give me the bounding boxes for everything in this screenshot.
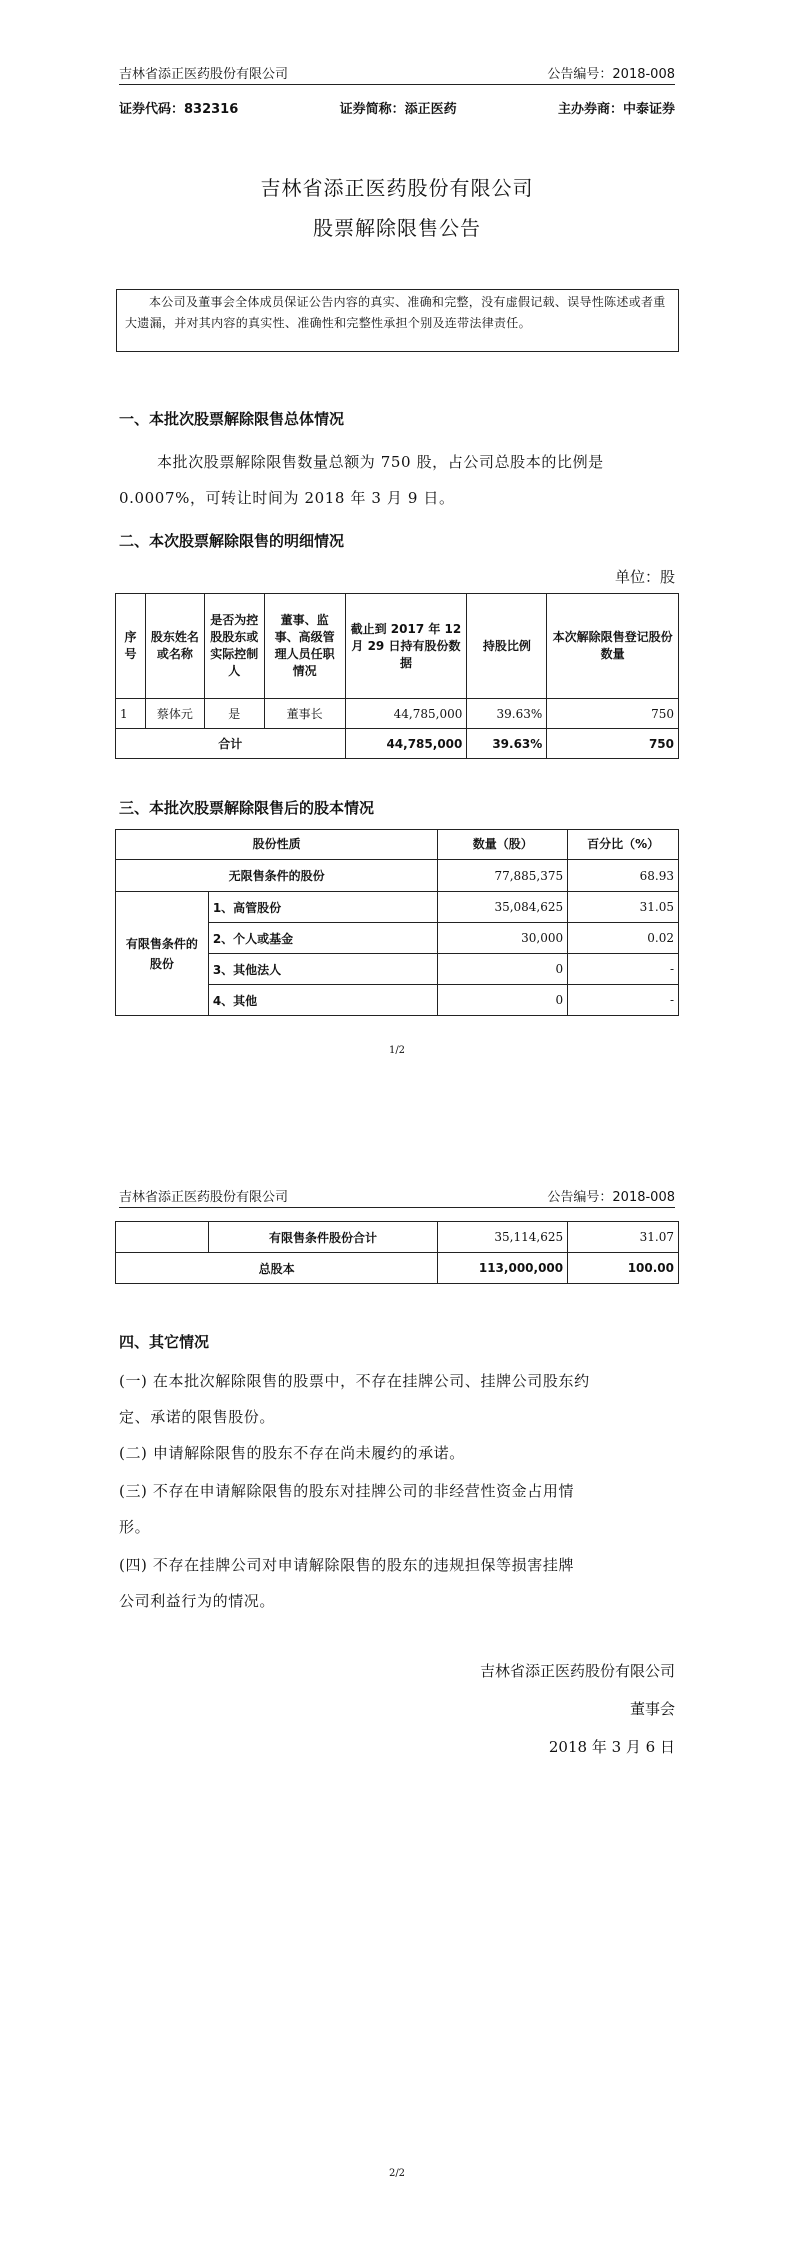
table-row [116,860,679,892]
col-percent: 百分比（%） [568,830,679,860]
section1-para1: 本批次股票解除限售数量总额为 750 股，占公司总股本的比例是 [157,453,604,471]
total-release: 750 [547,729,679,759]
col-controller: 是否为控股股东或实际控制人 [204,594,264,699]
section4-item4b: 公司利益行为的情况。 [119,1592,276,1610]
section4-heading: 四、其它情况 [119,1333,210,1351]
restricted-qty-2: 30,000 [438,923,568,954]
signature-date: 2018 年 3 月 6 日 [548,1738,675,1756]
restricted-qty-4: 0 [438,985,568,1016]
restricted-label-1: 1、高管股份 [208,892,437,923]
empty-cell [116,1222,209,1253]
unrestricted-qty: 77,885,375 [438,860,568,892]
table-total-row [116,729,679,759]
detail-table-header [116,594,679,699]
col-name: 股东姓名或名称 [145,594,204,699]
section2-heading: 二、本次股票解除限售的明细情况 [119,532,345,550]
grand-total-label: 总股本 [116,1253,438,1284]
row-position: 董事长 [264,699,345,729]
page-number: 2/2 [388,2168,406,2179]
broker: 主办券商：中泰证券 [557,102,675,117]
header-code-no: 公告编号：2018-008 [547,67,675,82]
section4-item3a: (三) 不存在申请解除限售的股东对挂牌公司的非经营性资金占用情 [119,1482,575,1500]
row-controller: 是 [204,699,264,729]
restricted-qty-3: 0 [438,954,568,985]
table-total-row [116,1253,679,1284]
signature-company: 吉林省添正医药股份有限公司 [479,1662,675,1680]
section4-item4a: (四) 不存在挂牌公司对申请解除限售的股东的违规担保等损害挂牌 [119,1556,575,1574]
section4-item2: (二) 申请解除限售的股东不存在尚未履约的承诺。 [119,1444,465,1462]
title-announcement: 股票解除限售公告 [313,216,481,240]
restricted-label-4: 4、其他 [208,985,437,1016]
col-no: 序号 [116,594,146,699]
restricted-pct-1: 31.05 [568,892,679,923]
signature-board: 董事会 [629,1700,675,1718]
row-name: 蔡体元 [145,699,204,729]
table-row [116,1222,679,1253]
col-shares: 截止到 2017 年 12 月 29 日持有股份数据 [345,594,467,699]
unrestricted-pct: 68.93 [568,860,679,892]
restricted-pct-2: 0.02 [568,923,679,954]
section4-item1a: (一) 在本批次解除限售的股票中，不存在挂牌公司、挂牌公司股东约 [119,1372,590,1390]
row-shares: 44,785,000 [345,699,467,729]
header-company: 吉林省添正医药股份有限公司 [119,1190,289,1205]
restricted-total-pct: 31.07 [568,1222,679,1253]
col-release: 本次解除限售登记股份数量 [547,594,679,699]
capital-table-continued [115,1221,679,1284]
row-ratio: 39.63% [467,699,547,729]
capital-table [115,829,679,1016]
grand-total-qty: 113,000,000 [438,1253,568,1284]
section4-item1b: 定、承诺的限售股份。 [119,1408,276,1426]
header-code-no: 公告编号：2018-008 [547,1190,675,1205]
stock-short-name: 证券简称：添正医药 [339,102,457,117]
row-no: 1 [116,699,146,729]
section1-para2: 0.0007%，可转让时间为 2018 年 3 月 9 日。 [119,489,455,507]
restricted-total-qty: 35,114,625 [438,1222,568,1253]
total-shares: 44,785,000 [345,729,467,759]
col-ratio: 持股比例 [467,594,547,699]
section4-item3b: 形。 [119,1518,151,1536]
row-release: 750 [547,699,679,729]
page-header [119,1181,675,1208]
section3-heading: 三、本批次股票解除限售后的股本情况 [119,799,375,817]
stock-code: 证券代码：832316 [119,102,239,117]
col-nature: 股份性质 [116,830,438,860]
detail-table [115,593,679,759]
restricted-total-label: 有限售条件股份合计 [208,1222,437,1253]
restricted-label-3: 3、其他法人 [208,954,437,985]
restricted-label: 有限售条件的股份 [116,892,209,1016]
section1-heading: 一、本批次股票解除限售总体情况 [119,410,345,428]
notice-box: 本公司及董事会全体成员保证公告内容的真实、准确和完整，没有虚假记载、误导性陈述或者重大遗漏，并对其内容的真实性、准确性和完整性承担个别及连带法律责任。 [116,289,679,352]
page-header [119,58,675,85]
capital-table-header [116,830,679,860]
restricted-pct-4: - [568,985,679,1016]
title-company: 吉林省添正医药股份有限公司 [260,176,534,200]
total-label: 合计 [116,729,346,759]
col-position: 董事、监事、高级管理人员任职情况 [264,594,345,699]
restricted-qty-1: 35,084,625 [438,892,568,923]
table-row [116,699,679,729]
unit-label: 单位：股 [614,568,675,586]
total-ratio: 39.63% [467,729,547,759]
restricted-label-2: 2、个人或基金 [208,923,437,954]
restricted-pct-3: - [568,954,679,985]
unrestricted-label: 无限售条件的股份 [116,860,438,892]
grand-total-pct: 100.00 [568,1253,679,1284]
page-2 [0,1123,794,2246]
table-row [116,892,679,923]
security-codes [119,98,675,117]
header-company: 吉林省添正医药股份有限公司 [119,67,289,82]
page-number: 1/2 [388,1045,406,1056]
col-quantity: 数量（股） [438,830,568,860]
